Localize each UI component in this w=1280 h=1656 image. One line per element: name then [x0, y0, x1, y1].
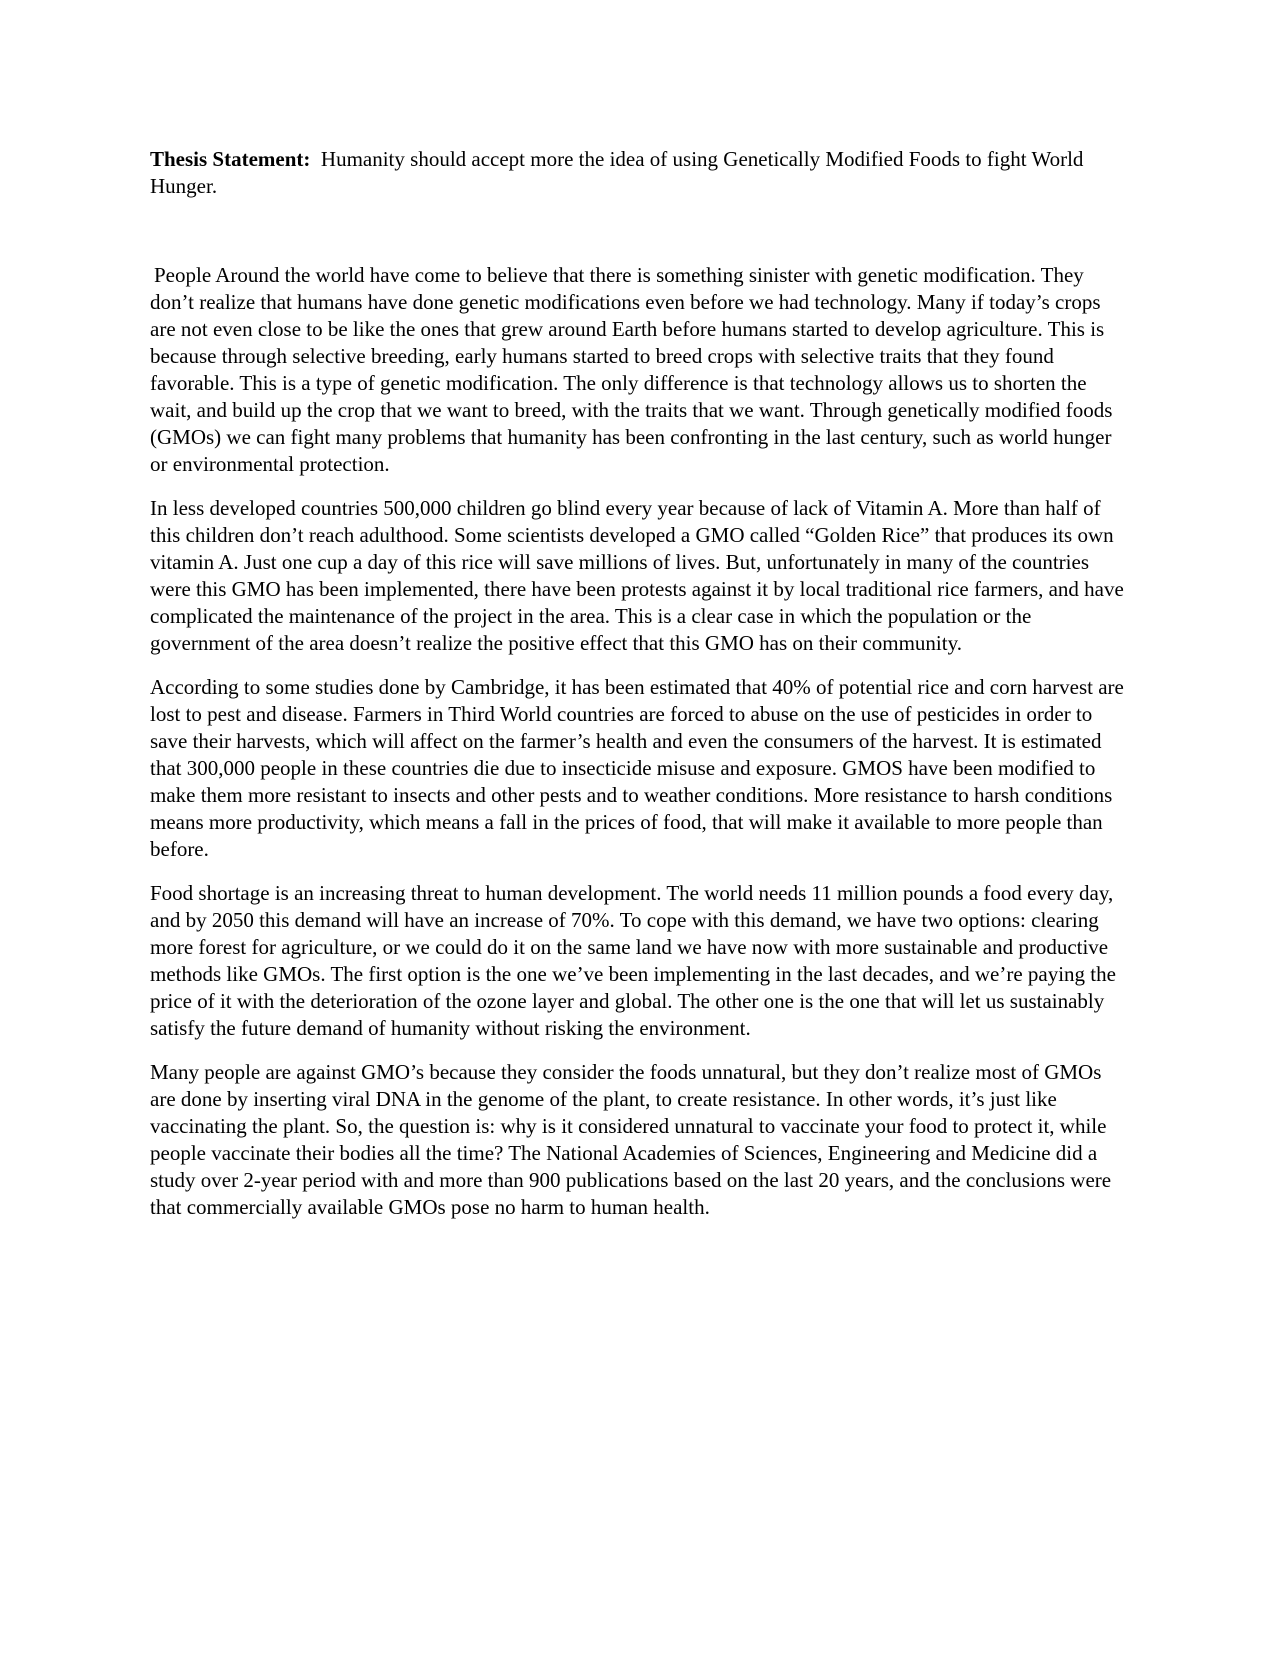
paragraph-pesticides: According to some studies done by Cambridge, it has been estimated that 40% of potential rice and corn harvest are lost to pest and disease. Farmers in Third World countries are forced to abuse on the use of pesticides in order to save their harvests, which will affect on the farmer’s health and even the consumers of the harvest. It is estimated that 300,000 people in these countries die due to insecticide misuse and exposure. GMOS have been modified to make them more resistant to insects and other pests and to weather conditions. More resistance to harsh conditions means more productivity, which means a fall in the prices of food, that will make it available to more people than before. — [150, 675, 1124, 861]
paragraph-golden-rice: In less developed countries 500,000 children go blind every year because of lack of Vitamin A. More than half of this children don’t reach adulthood. Some scientists developed a GMO called “Golden Rice” that produces its own vitamin A. Just one cup a day of this rice will save millions of lives. But, unfortunately in many of the countries were this GMO has been implemented, there have been protests against it by local traditional rice farmers, and have complicated the maintenance of the project in the area. This is a clear case in which the population or the government of the area doesn’t realize the positive effect that this GMO has on their community. — [150, 496, 1124, 655]
thesis-statement — [150, 146, 1130, 200]
paragraph-unnatural: Many people are against GMO’s because they consider the foods unnatural, but they don’t realize most of GMOs are done by inserting viral DNA in the genome of the plant, to create resistance. In other words, it’s just like vaccinating the plant. So, the question is: why is it considered unnatural to vaccinate your food to protect it, while people vaccinate their bodies all the time? The National Academies of Sciences, Engineering and Medicine did a study over 2-year period with and more than 900 publications based on the last 20 years, and the conclusions were that commercially available GMOs pose no harm to human health. — [150, 1060, 1112, 1219]
thesis-label: Thesis Statement: — [150, 147, 311, 171]
document-body — [150, 146, 1130, 1238]
paragraph-intro: People Around the world have come to believe that there is something sinister with genetic modification. They don’t realize that humans have done genetic modifications even before we had technology. Many if today’s crops are not even close to be like the ones that grew around Earth before humans started to develop agriculture. This is because through selective breeding, early humans started to breed crops with selective traits that they found favorable. This is a type of genetic modification. The only difference is that technology allows us to shorten the wait, and build up the crop that we want to breed, with the traits that we want. Through genetically modified foods (GMOs) we can fight many problems that humanity has been confronting in the last century, such as world hunger or environmental protection. — [150, 263, 1113, 476]
thesis-text: Humanity should accept more the idea of using Genetically Modified Foods to fight World Hunger. — [150, 147, 1084, 198]
paragraph-food-shortage: Food shortage is an increasing threat to human development. The world needs 11 million pounds a food every day, and by 2050 this demand will have an increase of 70%. To cope with this demand, we have two options: clearing more forest for agriculture, or we could do it on the same land we have now with more sustainable and productive methods like GMOs. The first option is the one we’ve been implementing in the last decades, and we’re paying the price of it with the deterioration of the ozone layer and global. The other one is the one that will let us sustainably satisfy the future demand of humanity without risking the environment. — [150, 881, 1116, 1040]
